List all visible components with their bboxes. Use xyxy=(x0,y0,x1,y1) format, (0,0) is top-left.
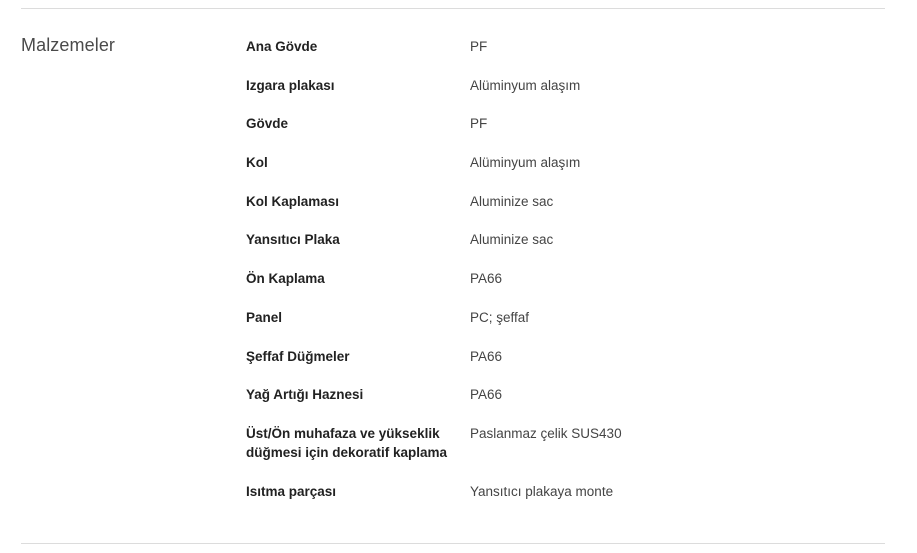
spec-row xyxy=(246,37,866,56)
spec-name: Ana Gövde xyxy=(246,39,318,54)
spec-row xyxy=(246,114,866,133)
spec-value: Yansıtıcı plakaya monte xyxy=(470,483,614,499)
spec-name: Isıtma parçası xyxy=(246,483,337,499)
spec-name: Yansıtıcı Plaka xyxy=(246,232,340,248)
spec-value: PF xyxy=(470,39,488,54)
spec-name: Ön Kaplama xyxy=(246,271,325,287)
spec-value: Paslanmaz çelik SUS430 xyxy=(470,425,622,441)
spec-value: PC; şeffaf xyxy=(470,309,530,325)
materials-spec-table xyxy=(246,37,866,520)
spec-row xyxy=(246,308,866,327)
spec-name: Yağ Artığı Haznesi xyxy=(246,387,364,403)
bottom-divider xyxy=(21,543,885,544)
spec-value: PA66 xyxy=(470,348,503,364)
spec-value: Aluminize sac xyxy=(470,193,554,209)
section-title: Malzemeler xyxy=(21,35,116,55)
spec-row xyxy=(246,153,866,172)
spec-row xyxy=(246,76,866,95)
spec-name: Kol Kaplaması xyxy=(246,193,340,209)
spec-row xyxy=(246,385,866,404)
spec-value: PA66 xyxy=(470,387,503,403)
spec-row xyxy=(246,192,866,211)
spec-value: PA66 xyxy=(470,271,503,287)
spec-row xyxy=(246,269,866,288)
spec-value: Alüminyum alaşım xyxy=(470,77,581,93)
spec-name: Şeffaf Düğmeler xyxy=(246,348,350,364)
spec-name: Gövde xyxy=(246,116,289,132)
spec-name: Üst/Ön muhafaza ve yükseklik düğmesi için dekoratif kaplama xyxy=(246,425,448,460)
spec-name: Kol xyxy=(246,155,268,171)
spec-name: Panel xyxy=(246,309,283,325)
spec-value: Alüminyum alaşım xyxy=(470,155,581,171)
spec-value: Aluminize sac xyxy=(470,232,554,248)
spec-row xyxy=(246,482,866,501)
spec-value: PF xyxy=(470,116,488,132)
spec-row xyxy=(246,230,866,249)
spec-row xyxy=(246,424,866,462)
top-divider xyxy=(21,8,885,9)
spec-name: Izgara plakası xyxy=(246,77,335,93)
spec-row xyxy=(246,347,866,366)
